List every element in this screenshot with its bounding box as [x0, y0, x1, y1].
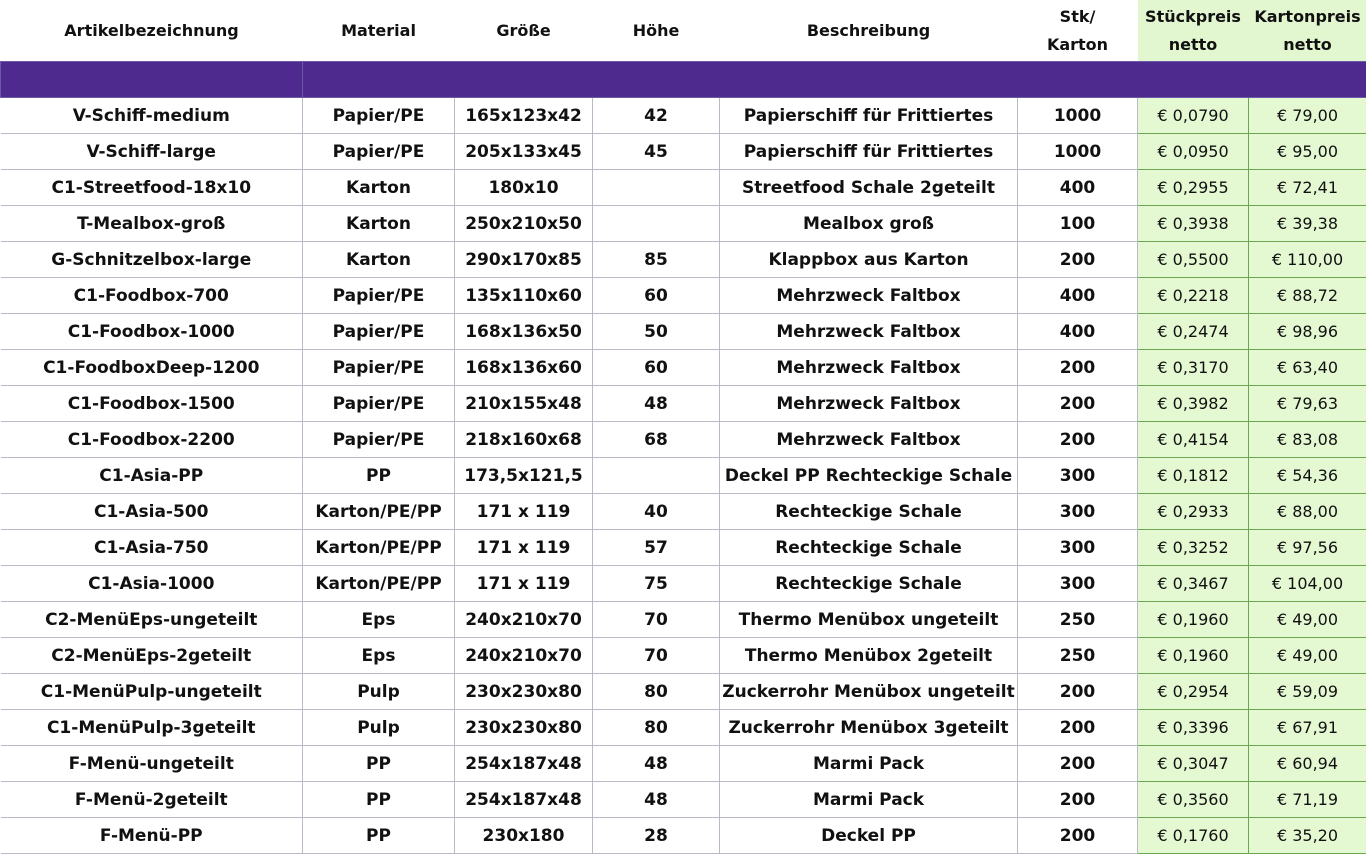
- cell-material: Eps: [303, 638, 455, 674]
- cell-material: Papier/PE: [303, 314, 455, 350]
- cell-unit-price: € 0,1812: [1138, 458, 1249, 494]
- cell-material: Papier/PE: [303, 98, 455, 134]
- cell-name: C2-MenüEps-ungeteilt: [1, 602, 303, 638]
- cell-height: 48: [593, 386, 720, 422]
- cell-height: 50: [593, 314, 720, 350]
- cell-unit-price: € 0,3170: [1138, 350, 1249, 386]
- cell-qty: 200: [1018, 746, 1138, 782]
- cell-name: C1-Asia-750: [1, 530, 303, 566]
- cell-unit-price: € 0,1760: [1138, 818, 1249, 854]
- cell-height: 48: [593, 782, 720, 818]
- cell-qty: 200: [1018, 350, 1138, 386]
- cell-name: T-Mealbox-groß: [1, 206, 303, 242]
- table-row: [1, 242, 1366, 278]
- cell-description: Mehrzweck Faltbox: [720, 350, 1018, 386]
- table-row: [1, 494, 1366, 530]
- cell-name: F-Menü-ungeteilt: [1, 746, 303, 782]
- cell-material: Papier/PE: [303, 134, 455, 170]
- cell-qty: 1000: [1018, 134, 1138, 170]
- table-row: [1, 602, 1366, 638]
- cell-description: Mealbox groß: [720, 206, 1018, 242]
- cell-description: Mehrzweck Faltbox: [720, 278, 1018, 314]
- cell-description: Zuckerrohr Menübox ungeteilt: [720, 674, 1018, 710]
- cell-height: 45: [593, 134, 720, 170]
- cell-height: 40: [593, 494, 720, 530]
- cell-height: 28: [593, 818, 720, 854]
- cell-unit-price: € 0,1960: [1138, 638, 1249, 674]
- cell-qty: 200: [1018, 674, 1138, 710]
- cell-unit-price: € 0,3396: [1138, 710, 1249, 746]
- category-band: [1, 62, 1366, 98]
- cell-height: 70: [593, 602, 720, 638]
- cell-size: 171 x 119: [455, 494, 593, 530]
- cell-name: C1-MenüPulp-3geteilt: [1, 710, 303, 746]
- cell-material: PP: [303, 818, 455, 854]
- cell-box-price: € 59,09: [1249, 674, 1366, 710]
- cell-qty: 200: [1018, 782, 1138, 818]
- cell-size: 230x230x80: [455, 674, 593, 710]
- cell-qty: 200: [1018, 242, 1138, 278]
- cell-qty: 100: [1018, 206, 1138, 242]
- cell-unit-price: € 0,2933: [1138, 494, 1249, 530]
- cell-qty: 300: [1018, 458, 1138, 494]
- cell-unit-price: € 0,3938: [1138, 206, 1249, 242]
- cell-description: Klappbox aus Karton: [720, 242, 1018, 278]
- cell-unit-price: € 0,4154: [1138, 422, 1249, 458]
- cell-name: C1-Foodbox-700: [1, 278, 303, 314]
- cell-description: Papierschiff für Frittiertes: [720, 98, 1018, 134]
- col-header-unit-price-line1: Stückpreis: [1145, 7, 1241, 26]
- cell-box-price: € 54,36: [1249, 458, 1366, 494]
- cell-height: 42: [593, 98, 720, 134]
- cell-size: 165x123x42: [455, 98, 593, 134]
- cell-box-price: € 49,00: [1249, 602, 1366, 638]
- cell-qty: 300: [1018, 494, 1138, 530]
- cell-box-price: € 83,08: [1249, 422, 1366, 458]
- col-header-material: Material: [303, 0, 455, 62]
- table-row: [1, 170, 1366, 206]
- cell-name: G-Schnitzelbox-large: [1, 242, 303, 278]
- cell-qty: 1000: [1018, 98, 1138, 134]
- band-cell: [303, 62, 1366, 98]
- cell-height: 60: [593, 350, 720, 386]
- cell-qty: 200: [1018, 818, 1138, 854]
- cell-description: Thermo Menübox 2geteilt: [720, 638, 1018, 674]
- table-row: [1, 782, 1366, 818]
- cell-material: Karton/PE/PP: [303, 566, 455, 602]
- cell-name: C1-Foodbox-1500: [1, 386, 303, 422]
- cell-qty: 300: [1018, 566, 1138, 602]
- cell-description: Deckel PP Rechteckige Schale: [720, 458, 1018, 494]
- cell-box-price: € 39,38: [1249, 206, 1366, 242]
- table-row: [1, 314, 1366, 350]
- cell-unit-price: € 0,3982: [1138, 386, 1249, 422]
- table-row: [1, 674, 1366, 710]
- cell-description: Thermo Menübox ungeteilt: [720, 602, 1018, 638]
- cell-description: Marmi Pack: [720, 782, 1018, 818]
- cell-height: 57: [593, 530, 720, 566]
- col-header-size: Größe: [455, 0, 593, 62]
- cell-description: Deckel PP: [720, 818, 1018, 854]
- cell-box-price: € 97,56: [1249, 530, 1366, 566]
- cell-description: Zuckerrohr Menübox 3geteilt: [720, 710, 1018, 746]
- cell-description: Mehrzweck Faltbox: [720, 386, 1018, 422]
- cell-qty: 300: [1018, 530, 1138, 566]
- cell-material: Karton: [303, 170, 455, 206]
- cell-size: 290x170x85: [455, 242, 593, 278]
- cell-size: 218x160x68: [455, 422, 593, 458]
- table-row: [1, 386, 1366, 422]
- cell-unit-price: € 0,3560: [1138, 782, 1249, 818]
- cell-box-price: € 79,00: [1249, 98, 1366, 134]
- cell-height: [593, 170, 720, 206]
- cell-box-price: € 88,72: [1249, 278, 1366, 314]
- cell-material: Karton: [303, 242, 455, 278]
- cell-height: [593, 206, 720, 242]
- table-row: [1, 206, 1366, 242]
- cell-material: Pulp: [303, 710, 455, 746]
- cell-material: Papier/PE: [303, 350, 455, 386]
- cell-description: Mehrzweck Faltbox: [720, 422, 1018, 458]
- cell-name: C1-Foodbox-2200: [1, 422, 303, 458]
- table-row: [1, 422, 1366, 458]
- cell-box-price: € 98,96: [1249, 314, 1366, 350]
- cell-qty: 400: [1018, 278, 1138, 314]
- cell-unit-price: € 0,2954: [1138, 674, 1249, 710]
- col-header-name: Artikelbezeichnung: [1, 0, 303, 62]
- cell-description: Streetfood Schale 2geteilt: [720, 170, 1018, 206]
- cell-qty: 400: [1018, 314, 1138, 350]
- cell-unit-price: € 0,3467: [1138, 566, 1249, 602]
- cell-box-price: € 63,40: [1249, 350, 1366, 386]
- cell-height: 60: [593, 278, 720, 314]
- col-header-box-price-line2: netto: [1283, 35, 1332, 54]
- col-header-unit-price-line2: netto: [1169, 35, 1218, 54]
- table-row: [1, 134, 1366, 170]
- cell-material: Eps: [303, 602, 455, 638]
- cell-size: 240x210x70: [455, 602, 593, 638]
- col-header-unit-price: [1138, 0, 1249, 62]
- cell-unit-price: € 0,3252: [1138, 530, 1249, 566]
- cell-name: C1-MenüPulp-ungeteilt: [1, 674, 303, 710]
- table-row: [1, 458, 1366, 494]
- cell-box-price: € 72,41: [1249, 170, 1366, 206]
- cell-box-price: € 95,00: [1249, 134, 1366, 170]
- cell-name: V-Schiff-medium: [1, 98, 303, 134]
- cell-box-price: € 71,19: [1249, 782, 1366, 818]
- cell-name: F-Menü-PP: [1, 818, 303, 854]
- cell-unit-price: € 0,5500: [1138, 242, 1249, 278]
- cell-name: V-Schiff-large: [1, 134, 303, 170]
- table-row: [1, 638, 1366, 674]
- col-header-per-box-line1: Stk/: [1060, 7, 1096, 26]
- cell-size: 254x187x48: [455, 782, 593, 818]
- cell-unit-price: € 0,1960: [1138, 602, 1249, 638]
- table-row: [1, 566, 1366, 602]
- cell-qty: 250: [1018, 638, 1138, 674]
- cell-description: Rechteckige Schale: [720, 566, 1018, 602]
- cell-height: 85: [593, 242, 720, 278]
- cell-name: F-Menü-2geteilt: [1, 782, 303, 818]
- cell-material: Karton/PE/PP: [303, 494, 455, 530]
- cell-box-price: € 35,20: [1249, 818, 1366, 854]
- cell-unit-price: € 0,2955: [1138, 170, 1249, 206]
- cell-material: Papier/PE: [303, 386, 455, 422]
- cell-size: 173,5x121,5: [455, 458, 593, 494]
- table-row: [1, 746, 1366, 782]
- cell-box-price: € 67,91: [1249, 710, 1366, 746]
- cell-qty: 400: [1018, 170, 1138, 206]
- cell-height: 70: [593, 638, 720, 674]
- cell-size: 240x210x70: [455, 638, 593, 674]
- cell-size: 171 x 119: [455, 566, 593, 602]
- cell-size: 168x136x60: [455, 350, 593, 386]
- cell-size: 168x136x50: [455, 314, 593, 350]
- cell-qty: 200: [1018, 422, 1138, 458]
- cell-box-price: € 110,00: [1249, 242, 1366, 278]
- cell-unit-price: € 0,2218: [1138, 278, 1249, 314]
- cell-material: Pulp: [303, 674, 455, 710]
- table-row: [1, 350, 1366, 386]
- col-header-per-box: [1018, 0, 1138, 62]
- cell-qty: 250: [1018, 602, 1138, 638]
- cell-box-price: € 49,00: [1249, 638, 1366, 674]
- band-cell: [1, 62, 303, 98]
- col-header-description: Beschreibung: [720, 0, 1018, 62]
- cell-box-price: € 88,00: [1249, 494, 1366, 530]
- col-header-per-box-line2: Karton: [1047, 35, 1108, 54]
- cell-name: C1-Streetfood-18x10: [1, 170, 303, 206]
- cell-height: 80: [593, 674, 720, 710]
- col-header-box-price: [1249, 0, 1366, 62]
- cell-unit-price: € 0,0950: [1138, 134, 1249, 170]
- cell-name: C1-Asia-500: [1, 494, 303, 530]
- col-header-height: Höhe: [593, 0, 720, 62]
- cell-material: PP: [303, 458, 455, 494]
- table-row: [1, 278, 1366, 314]
- cell-qty: 200: [1018, 710, 1138, 746]
- cell-height: 68: [593, 422, 720, 458]
- cell-material: PP: [303, 782, 455, 818]
- cell-height: 75: [593, 566, 720, 602]
- cell-unit-price: € 0,3047: [1138, 746, 1249, 782]
- header-row: [1, 0, 1366, 62]
- table-row: [1, 98, 1366, 134]
- cell-material: Papier/PE: [303, 278, 455, 314]
- cell-material: Karton: [303, 206, 455, 242]
- cell-material: Karton/PE/PP: [303, 530, 455, 566]
- cell-size: 171 x 119: [455, 530, 593, 566]
- cell-description: Marmi Pack: [720, 746, 1018, 782]
- table-row: [1, 818, 1366, 854]
- cell-height: [593, 458, 720, 494]
- cell-name: C1-Asia-PP: [1, 458, 303, 494]
- cell-size: 210x155x48: [455, 386, 593, 422]
- cell-box-price: € 104,00: [1249, 566, 1366, 602]
- cell-size: 135x110x60: [455, 278, 593, 314]
- cell-material: PP: [303, 746, 455, 782]
- cell-name: C1-Foodbox-1000: [1, 314, 303, 350]
- col-header-box-price-line1: Kartonpreis: [1254, 7, 1360, 26]
- cell-size: 254x187x48: [455, 746, 593, 782]
- cell-name: C2-MenüEps-2geteilt: [1, 638, 303, 674]
- table-row: [1, 710, 1366, 746]
- cell-box-price: € 60,94: [1249, 746, 1366, 782]
- cell-description: Rechteckige Schale: [720, 530, 1018, 566]
- cell-size: 205x133x45: [455, 134, 593, 170]
- cell-description: Papierschiff für Frittiertes: [720, 134, 1018, 170]
- cell-size: 230x180: [455, 818, 593, 854]
- cell-size: 250x210x50: [455, 206, 593, 242]
- cell-size: 180x10: [455, 170, 593, 206]
- cell-height: 48: [593, 746, 720, 782]
- table-row: [1, 530, 1366, 566]
- cell-material: Papier/PE: [303, 422, 455, 458]
- cell-height: 80: [593, 710, 720, 746]
- cell-unit-price: € 0,2474: [1138, 314, 1249, 350]
- cell-qty: 200: [1018, 386, 1138, 422]
- cell-box-price: € 79,63: [1249, 386, 1366, 422]
- cell-size: 230x230x80: [455, 710, 593, 746]
- cell-name: C1-FoodboxDeep-1200: [1, 350, 303, 386]
- cell-unit-price: € 0,0790: [1138, 98, 1249, 134]
- cell-name: C1-Asia-1000: [1, 566, 303, 602]
- cell-description: Mehrzweck Faltbox: [720, 314, 1018, 350]
- cell-description: Rechteckige Schale: [720, 494, 1018, 530]
